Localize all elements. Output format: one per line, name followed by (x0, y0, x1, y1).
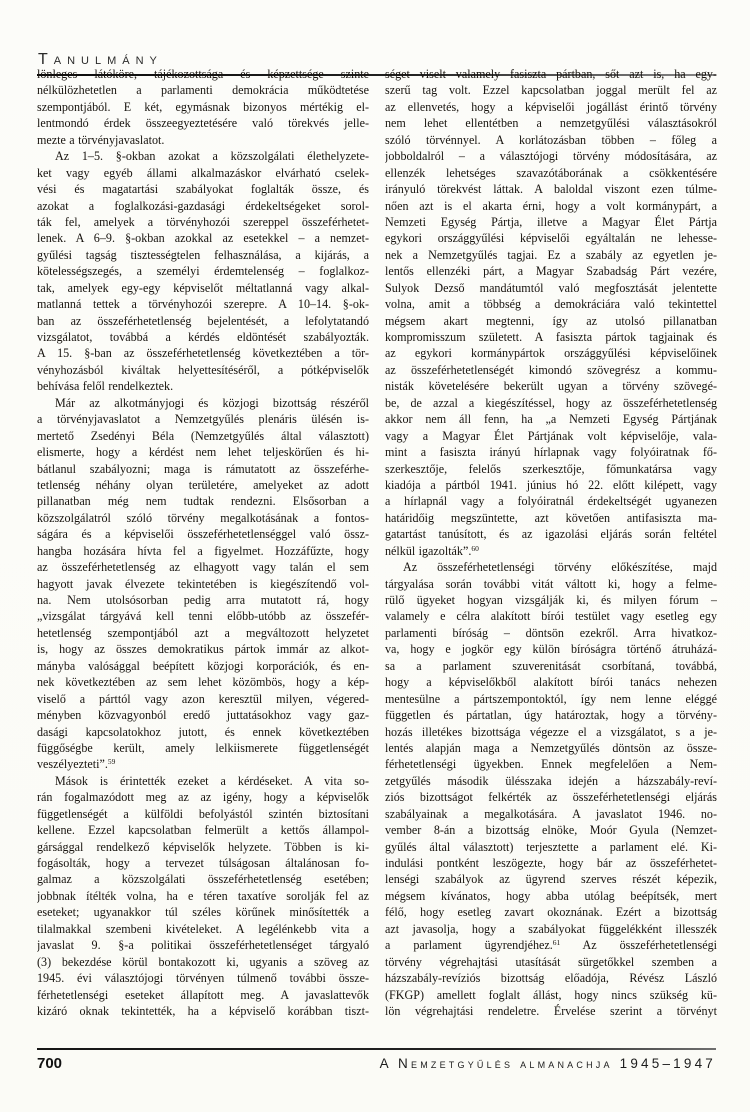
text-line: mertető Zsedényi Béla (Nemzetgyűlés által választott) (37, 428, 369, 443)
text-line: félő, hogy esetleg zavart okoznának. Ezért a bizottság (385, 905, 717, 920)
text-line: sa a parlament szuverenitását csorbítaná, továbbá, (385, 658, 717, 673)
text-line: mégsem akart megtenni, így az utolsó pillanatban (385, 313, 717, 328)
text-line: mentesülne a pártszempontoktól, így nem lenne eléggé (385, 691, 717, 706)
text-line: nően azt is el akarta érni, hogy a volt kormánypárt, a (385, 198, 717, 213)
text-line: „vizsgálat tárgyává kell tenni előbb-utóbb az összefér- (37, 609, 369, 624)
text-line: a parlament ügyrendjéhez.$^{61}$ Az összeférhetetlenségi (385, 938, 717, 953)
text-line: függetlenségét a külföldi befolyástól szintén biztosítani (37, 806, 369, 821)
footnote-ref: 60 (471, 543, 479, 553)
text-line: nélkülözhetetlen a parlamenti demokrácia működtetése (37, 83, 369, 98)
text-line: 1945. évi választójogi törvényen túlmenő további össze- (37, 971, 369, 986)
footnote-ref: 59 (107, 757, 116, 767)
text-line: nem lehet ellentétben a nemzetgyűlési választásokról (385, 116, 717, 131)
text-line: gyűlés által választott) terjesztette a parlament elé. Ki- (385, 839, 717, 854)
text-line: tak, amelyek egy-egy képviselőt méltatlanná vagy alkal- (37, 280, 369, 295)
text-line: kellene. Ezzel kapcsolatban felmerült a kettős állampol- (37, 823, 369, 838)
text-line: hozás illetékes bizottsága végezze el a vizsgálatot, s a je- (385, 724, 717, 739)
text-line: ellenzék lehetséges szavazótáborának a csökkentésére (385, 165, 717, 180)
text-line: nek következtében az sem lehet közömbös, hogy a kép- (37, 675, 369, 690)
text-line: gársággal rendelkező képviselők helyzete. Többen is ki- (37, 839, 369, 854)
text-line: szerkesztője, felelős szerkesztője, főmunkatársa vagy (385, 461, 717, 476)
text-line: galmaz a közszolgálati összeférhetetlenség esetében; (37, 872, 369, 887)
article-column-right (385, 66, 717, 1019)
text-line: a hírlapnál vagy a folyóiratnál érdekeltségét ugyanezen (385, 494, 717, 509)
text-line: ták fel, amelyek a törvényhozói szereppel összeférhetet- (37, 214, 369, 229)
text-line: matlanná tettek a törvényhozói szerepre. A 10–14. §-ok- (37, 297, 369, 312)
text-line: ményben közvagyonból eredő juttatásokhoz vagy gaz- (37, 708, 369, 723)
text-line: vagy a Magyar Élet Pártjának volt képviselője, vala- (385, 428, 717, 443)
text-line: nek a Nemzetgyűlés tagjai. Ez a szabály az egyetlen je- (385, 247, 717, 262)
text-line: irányuló törekvést láttak. A baloldal viszont ezen túlme- (385, 182, 717, 197)
text-line: egykori országgyűlési képviselői egyáltalán ne lehesse- (385, 231, 717, 246)
text-line: hangba hozására hívta fel a figyelmet. Hozzáfűzte, hogy (37, 543, 369, 558)
article-column-left (37, 66, 369, 1019)
text-line: hetetlenség szempontjából azt a megváltozott helyzetet (37, 625, 369, 640)
text-line: hagyott javak élvezete tekintetében is kiegészítendő vol- (37, 576, 369, 591)
text-line: mezte a törvényjavaslatot. (37, 132, 165, 147)
text-line: az ellenvetés, hogy a képviselői jogállást érintő törvény (385, 99, 717, 114)
footer-rule (37, 1048, 716, 1050)
text-line: volna, amit a többség a demokráciára való tekintettel (385, 297, 717, 312)
text-line: kizáró oknak tekintették, ha a képviselő korábban tiszt- (37, 1003, 369, 1018)
text-line: azt javasolja, hogy a szabályokat függelékként illesszék (385, 921, 717, 936)
text-line: lentmondó érdek összeegyeztetésére való törekvés jelle- (37, 116, 369, 131)
text-line: Sulyok Dezső mandátumtól való megfosztását jelentette (385, 280, 717, 295)
text-line: (3) bekezdése körül bontakozott ki, ugyanis a szöveg az (37, 954, 369, 969)
text-line: rülő ügyeket hogyan vizsgálják ki, és milyen fórum – (385, 593, 717, 607)
text-line: Már az alkotmányjogi és közjogi bizottság részéről (55, 395, 369, 410)
text-line: parlamenti bíróság – döntsön ezekről. Arra hivatkoz- (385, 625, 717, 640)
text-line: A 15. §-ban az összeférhetetlenség következtében a tör- (37, 346, 369, 361)
text-line: független és pártatlan, úgy határoztak, hogy a törvény- (385, 708, 717, 723)
page-header-title: Tanulmány (38, 51, 163, 68)
text-line: tilalmakkal szembeni kivételeket. A legélénkebb vita a (37, 921, 369, 936)
text-line: Az összeférhetetlenségi törvény előkészítése, majd (403, 560, 717, 575)
text-line: határidőig megszüntette, azt követően antifasiszta ma- (385, 510, 717, 525)
text-line: viselő a párttól vagy azon keresztül milyen, végered- (37, 691, 369, 706)
text-line: vési és magatartási szabályokat foglalták össze, és (37, 182, 369, 197)
footer-book-title: A Nemzetgyűlés almanachja 1945–1947 (379, 1056, 716, 1071)
text-line: lentés alapján maga a Nemzetgyűlés döntsön az össze- (385, 740, 717, 755)
text-line: közszolgálatról szóló törvény megalkotásának a fontos- (37, 510, 369, 525)
text-line: az összeférhetetlenség az elhagyott vagy talán el sem (37, 560, 369, 575)
article-body (37, 66, 717, 1019)
text-line: mányba valósággal beépített közjogi korporációk, és en- (37, 658, 369, 673)
text-line: azokat a foglalkozási-gazdasági érdekeltségeket sorol- (37, 198, 369, 213)
text-line: az összeférhetetlenségét kimondó szövegrész a kommu- (385, 362, 717, 377)
text-line: na. Nem utolsósorban pedig arra mutatott rá, hogy (37, 593, 369, 607)
text-line: férhetetlenségi ügyekben. Ennek megfelelően a Nem- (385, 757, 717, 772)
text-line: tetlenség néhány olyan területére, amelyeket az adott (37, 477, 369, 492)
text-line: indulási pontként leszögezte, hogy bár az összeférhetet- (385, 856, 717, 870)
text-line: ket vagy egyéb állami alkalmazáskor elvárható cselek- (37, 165, 369, 180)
text-line: vizsgálatot, továbbá a kérdés eldöntését szabályozták. (37, 330, 369, 344)
text-line: a törvényjavaslatot a Nemzetgyűlés plenáris ülésén is- (37, 412, 369, 427)
text-line: dasági kapcsolatokhoz jutott, és ennek következtében (37, 724, 369, 739)
text-line: is, hogy az összes demokratikus pártok immár az alkot- (37, 642, 369, 657)
text-line: szóló törvénnyel. A korlátozásban többen – főleg a (385, 132, 717, 147)
text-line: valamely e célra alakított bírói testület vagy esetleg egy (385, 609, 717, 624)
text-line: Nemzeti Egység Pártja, illetve a Magyar Élet Pártja (385, 214, 717, 229)
text-line: javaslat 9. §-a politikai összeférhetetlenséget tárgyaló (37, 938, 369, 953)
text-line: szempontjából. E két, egymásnak bizonyos mértékig el- (37, 99, 369, 114)
text-line: gyűlési tagság tisztességtelen felhasználása, a kijárás, a (37, 247, 369, 262)
text-line: vényhozásból kiváltak helyettesítéséről, a pótképviselők (37, 362, 369, 377)
text-line: (FKGP) amellett foglalt állást, hogy nincs szükség kü- (385, 987, 717, 1002)
text-line: bátlanul szabályozni; maga is rámutatott az összeférhe- (37, 461, 369, 476)
text-line: zetgyűlés második ülésszaka idején a házszabály-reví- (385, 773, 717, 788)
text-line: ziós bizottságot felkérték az összeférhetetlenségi eljárás (385, 790, 717, 805)
text-line: függőségbe került, amely lelkiismerete függetlenségét (37, 740, 369, 755)
text-line: szabályainak a megalkotására. A javaslatot 1946. no- (385, 806, 717, 821)
text-line: elismerte, hogy a kérdést nem lehet teljeskörűen és hi- (37, 445, 369, 460)
text-line: ságára és a képviselői összeférhetetlenséggel való össz- (37, 527, 369, 542)
text-line: kötelességszegés, a személyi érdemtelenség – foglalkoz- (37, 264, 369, 279)
text-line: vember 8-án a bizottság elnöke, Moór Gyula (Nemzet- (385, 823, 717, 838)
text-line: kompromisszum született. A fasiszta pártok tagjainak és (385, 330, 717, 344)
text-line: férhetetlenségi eseteket állapított meg. A javaslattevők (37, 987, 369, 1002)
text-line: séget viselt valamely fasiszta pártban, sőt azt is, ha egy- (385, 67, 717, 81)
text-line: be, de azzal a kiegészítéssel, hogy az összeférhetetlenség (385, 395, 717, 410)
text-line: hogy a képviselőkből alakított bírói tanács nehezen (385, 675, 717, 690)
text-line: lentős ellenzéki párt, a Magyar Szabadság Párt vezére, (385, 264, 717, 279)
text-line: mégsem kívánatos, hogy abba utólag beépítsék, mert (385, 888, 717, 903)
text-line: jobboldalról – a választójogi törvény módosítására, az (385, 149, 717, 164)
text-line: házszabály-revíziós bizottság előadója, Révész László (385, 971, 717, 986)
text-line: behívása felől rendelkeztek. (37, 379, 174, 394)
text-line: lönleges látóköre, tájékozottsága és képzettsége szinte (37, 67, 369, 81)
text-line: gatartást tanúsított, és az igazolási eljárás során feltétel (385, 527, 717, 542)
footer-page-number: 700 (37, 1055, 63, 1072)
text-line: szerű tag volt. Ezzel kapcsolatban joggal merült fel az (385, 83, 717, 98)
text-line: eseteket; ugyanakkor túl széles körűnek minősítették a (37, 905, 369, 920)
text-line: tárgyalása során további vitát váltott ki, hogy a felme- (385, 576, 717, 591)
text-line: Az 1–5. §-okban azokat a közszolgálati élethelyzete- (55, 149, 369, 164)
text-line: jobbnak ítélték volna, ha e téren taxatíve sorolják fel az (37, 888, 369, 903)
text-line: lenségi szabályok az ügyrend szerves részét képezik, (385, 872, 717, 887)
text-line: veszélyezteti”.$^{59}$ (37, 757, 116, 772)
text-line: kiadója a pártból 1941. június hó 22. előtt kilépett, vagy (385, 477, 717, 492)
text-line: az egykori kormánypártok országgyűlési képviselőinek (385, 346, 717, 361)
text-line: nélkül igazolták”.$^{60}$ (385, 543, 479, 558)
text-line: törvény végrehajtási utasítását sürgetőkkel szemben a (385, 954, 717, 969)
text-line: pillanatban még nem tudtak rendezni. Elsősorban a (37, 494, 369, 509)
text-line: va, hogy e jogkör egy külön bíróságra történő átruházá- (385, 642, 717, 657)
footnote-ref: 61 (552, 938, 561, 948)
text-line: nisták követelésére bekerült ugyan a törvény szövegé- (385, 379, 717, 394)
text-line: Mások is érintették ezeket a kérdéseket. A vita so- (55, 773, 369, 788)
text-line: ban az összeférhetetlenség bejelentését, a lefolytatandó (37, 313, 369, 328)
text-line: lenek. A 6–9. §-okban azokkal az esetekkel – a nemzet- (37, 231, 369, 246)
text-line: rán fogalmazódott meg az az igény, hogy a képviselők (37, 790, 369, 805)
text-line: fogásolták, hogy a tervezet túlságosan általánosan fo- (37, 856, 369, 870)
text-line: lön végrehajtási rendeletre. Érvelése szerint a törvényt (385, 1003, 717, 1018)
text-line: akkor nem áll fenn, ha „a Nemzeti Egység Pártjának (385, 412, 717, 427)
text-line: mint a fasiszta irányú hírlapnak vagy folyóiratnak fő- (385, 445, 717, 460)
